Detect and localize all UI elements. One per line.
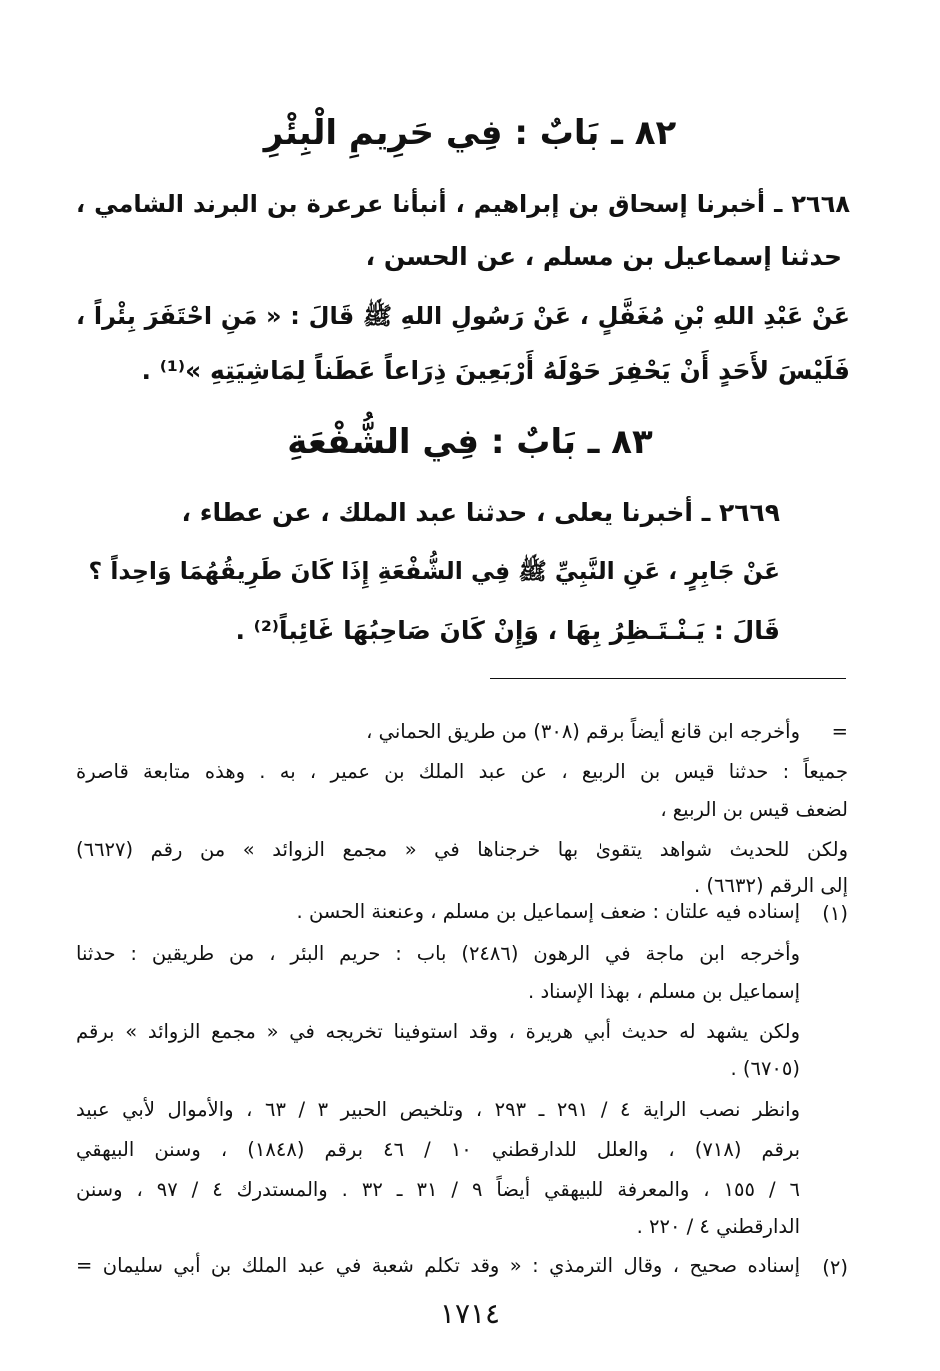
footnote-1-line-4: ولكن يشهد له حديث أبي هريرة ، وقد استوفينا تخريجه في « مجمع الزوائد » برقم [76, 1020, 800, 1043]
footnote-1-line-9: الدارقطني ٤ / ٢٢٠ . [636, 1215, 800, 1238]
footnote-1-line-7: برقم (٧١٨) ، والعلل للدارقطني ١٠ / ٤٦ برقم (١٨٤٨) ، وسنن البيهقي [76, 1138, 801, 1161]
footnote-1-line-2: وأخرجه ابن ماجة في الرهون (٢٤٨٦) باب : حريم البئر ، من طريقين : حدثنا [76, 942, 800, 965]
chapter-heading-83: ٨٣ ـ بَابٌ : فِي الشُّفْعَةِ [287, 422, 653, 462]
page-number: ١٧١٤ [439, 1297, 501, 1330]
footnote-continuation-marker: = [831, 720, 848, 743]
footnote-cont-line-5: إلى الرقم (٦٦٣٢) . [694, 874, 848, 897]
hadith-2668-line-4: فَلَيْسَ لأَحَدٍ أَنْ يَحْفِرَ حَوْلَهُ أَرْبَعِينَ ذِرَاعاً عَطَناً لِمَاشِيَتِهِ »⁽¹⁾ . [141, 356, 850, 385]
footnote-cont-line-3: لضعف قيس بن الربيع ، [660, 798, 848, 821]
hadith-2668-line-1: ٢٦٦٨ ـ أخبرنا إسحاق بن إبراهيم ، أنبأنا عرعرة بن البرند الشامي ، [76, 190, 850, 218]
footnote-1-line-1: إسناده فيه علتان : ضعف إسماعيل بن مسلم ، وعنعنة الحسن . [296, 900, 800, 923]
footnote-cont-line-2: جميعاً : حدثنا قيس بن الربيع ، عن عبد الملك بن عمير ، به . وهذه متابعة قاصرة [76, 760, 848, 783]
footnote-2-marker: (٢) [822, 1256, 848, 1279]
hadith-2668-line-3: عَنْ عَبْدِ اللهِ بْنِ مُغَفَّلٍ ، عَنْ رَسُولِ اللهِ ﷺ قَالَ : « مَنِ احْتَفَرَ بِئْراً ، [76, 302, 850, 330]
footnote-2-line-1: إسناده صحيح ، وقال الترمذي : « وقد تكلم شعبة في عبد الملك بن أبي سليمان = [76, 1254, 800, 1277]
footnote-cont-line-1: وأخرجه ابن قانع أيضاً برقم (٣٠٨) من طريق الحماني ، [366, 720, 800, 743]
footnote-cont-line-4: ولكن للحديث شواهد يتقوىٰ بها خرجناها في « مجمع الزوائد » من رقم (٦٦٢٧) [76, 838, 848, 861]
footnote-1-line-6: وانظر نصب الراية ٤ / ٢٩١ ـ ٢٩٣ ، وتلخيص الحبير ٣ / ٦٣ ، والأموال لأبي عبيد [76, 1098, 800, 1121]
hadith-2668-line-2: حدثنا إسماعيل بن مسلم ، عن الحسن ، [365, 242, 842, 271]
chapter-heading-82: ٨٢ ـ بَابٌ : فِي حَرِيمِ الْبِئْرِ [263, 113, 677, 153]
footnote-1-line-3: إسماعيل بن مسلم ، بهذا الإسناد . [528, 980, 800, 1003]
footnote-separator [490, 678, 846, 679]
footnote-1-marker: (١) [822, 902, 848, 925]
hadith-2669-line-1: ٢٦٦٩ ـ أخبرنا يعلى ، حدثنا عبد الملك ، عن عطاء ، [181, 498, 780, 527]
hadith-2669-line-2: عَنْ جَابِرٍ ، عَنِ النَّبِيِّ ﷺ فِي الشُّفْعَةِ إِذَا كَانَ طَرِيقُهُمَا وَاحِداً ؟ [88, 557, 780, 585]
footnote-1-line-8: ٦ / ١٥٥ ، والمعرفة للبيهقي أيضاً ٩ / ٣١ ـ ٣٢ . والمستدرك ٤ / ٩٧ ، وسنن [76, 1178, 800, 1201]
hadith-2669-line-3: قَالَ : يَـنْـتَـظِرُ بِهَا ، وَإِنْ كَانَ صَاحِبُهَا غَائِباً⁽²⁾ . [235, 616, 780, 645]
footnote-1-line-5: (٦٧٠٥) . [730, 1057, 800, 1080]
